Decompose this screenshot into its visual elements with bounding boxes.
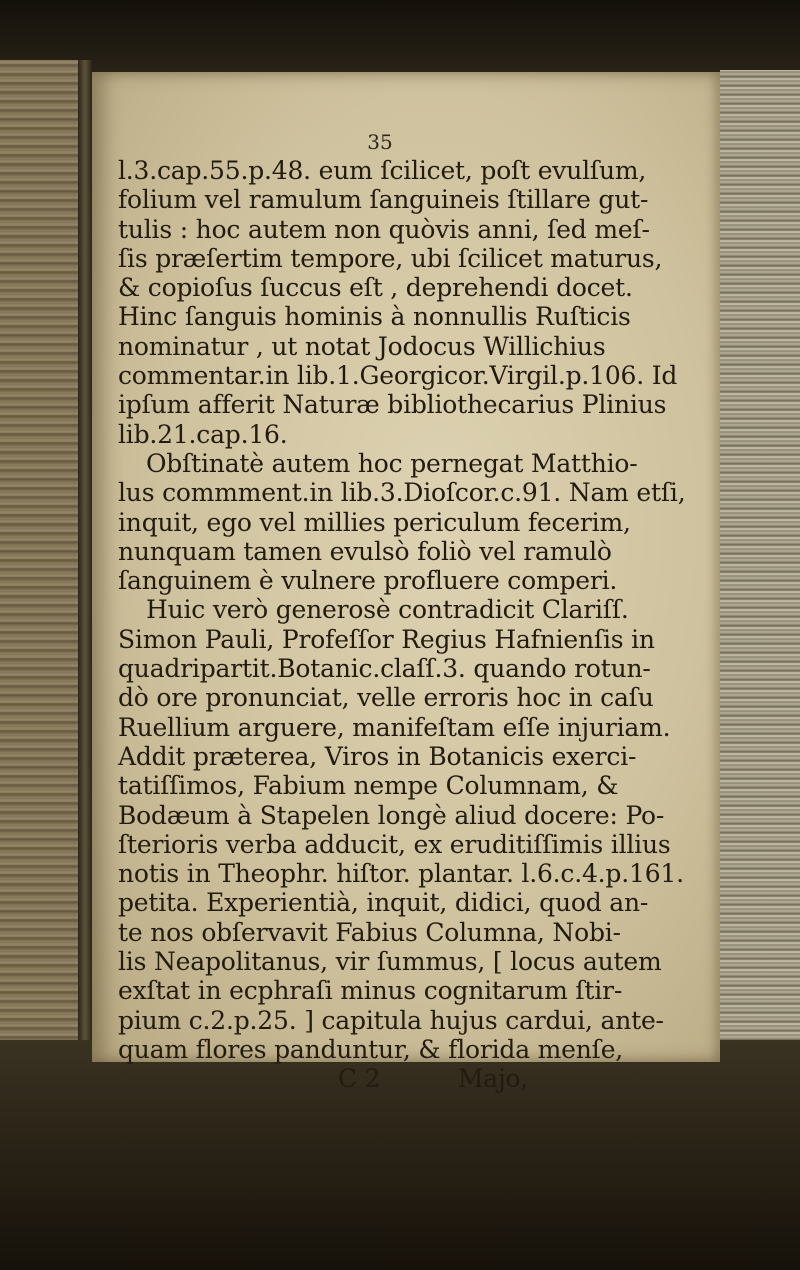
text-line: te nos obſervavit Fabius Columna, Nobi- <box>118 917 621 947</box>
text-line: nominatur , ut notat Jodocus Willichius <box>118 331 606 361</box>
text-line: tatiſſimos, Fabium nempe Columnam, & <box>118 771 619 801</box>
text-line: nunquam tamen evulsò foliò vel ramulò <box>118 536 612 566</box>
text-line: l.3.cap.55.p.48. eum ſcilicet, poſt evulſum, <box>118 156 647 185</box>
text-line: petita. Experientià, inquit, didici, quod an- <box>118 888 649 918</box>
right-page-edges <box>720 70 800 1070</box>
text-line: ipſum afferit Naturæ bibliothecarius Plinius <box>118 390 667 420</box>
text-line: Obſtinatè autem hoc pernegat Matthio- <box>146 448 638 478</box>
text-line: inquit, ego vel millies periculum fecerim, <box>118 507 631 537</box>
text-line: quadripartit.Botanic.claſſ.3. quando rotun- <box>118 654 651 684</box>
book-gutter <box>78 60 92 1070</box>
text-line: ſterioris verba adducit, ex eruditiſſimis illius <box>118 829 671 859</box>
text-line: lis Neapolitanus, vir ſummus, [ locus autem <box>118 947 662 977</box>
text-line: commentar.in lib.1.Georgicor.Virgil.p.106. Id <box>118 361 678 391</box>
text-line: Addit præterea, Viros in Botanicis exerci- <box>118 741 637 771</box>
text-line: dò ore pronunciat, velle erroris hoc in caſu <box>118 683 654 713</box>
text-line: Bodæum à Stapelen longè aliud docere: Po- <box>118 800 665 830</box>
book-page <box>92 72 720 1094</box>
text-line: Ruellium arguere, manifeſtam eſſe injuriam. <box>118 712 671 742</box>
text-line: quam flores panduntur, & florida menſe, <box>118 1034 624 1064</box>
text-line: ſanguinem è vulnere profluere comperi. <box>118 566 618 596</box>
top-shadow <box>0 0 800 80</box>
page-number: 35 <box>367 130 393 154</box>
text-line: tulis : hoc autem non quòvis anni, ſed meſ- <box>118 214 650 244</box>
text-line: lib.21.cap.16. <box>118 419 288 449</box>
text-line: ſis præſertim tempore, ubi ſcilicet maturus, <box>118 243 663 273</box>
text-line: Huic verò generosè contradicit Clariſſ. <box>146 595 629 625</box>
text-line: Simon Pauli, Profeſſor Regius Hafnienſis in <box>118 624 655 654</box>
text-line: exſtat in ecphraſi minus cognitarum ſtir- <box>118 976 623 1006</box>
text-line: pium c.2.p.25. ] capitula hujus cardui, ante- <box>118 1005 664 1035</box>
body-text <box>118 156 708 1094</box>
catchword-line: C 2 Majo, <box>338 1064 529 1094</box>
left-page-edges <box>0 60 78 1070</box>
text-line: notis in Theophr. hiſtor. plantar. l.6.c.4.p.161. <box>118 859 684 889</box>
text-line: Hinc ſanguis hominis à nonnullis Ruſticis <box>118 302 631 332</box>
text-line: lus commment.in lib.3.Dioſcor.c.91. Nam etſi, <box>118 478 686 508</box>
text-line: folium vel ramulum ſanguineis ſtillare gut- <box>118 185 649 215</box>
text-line: & copioſus ſuccus eſt , deprehendi docet. <box>118 273 633 303</box>
